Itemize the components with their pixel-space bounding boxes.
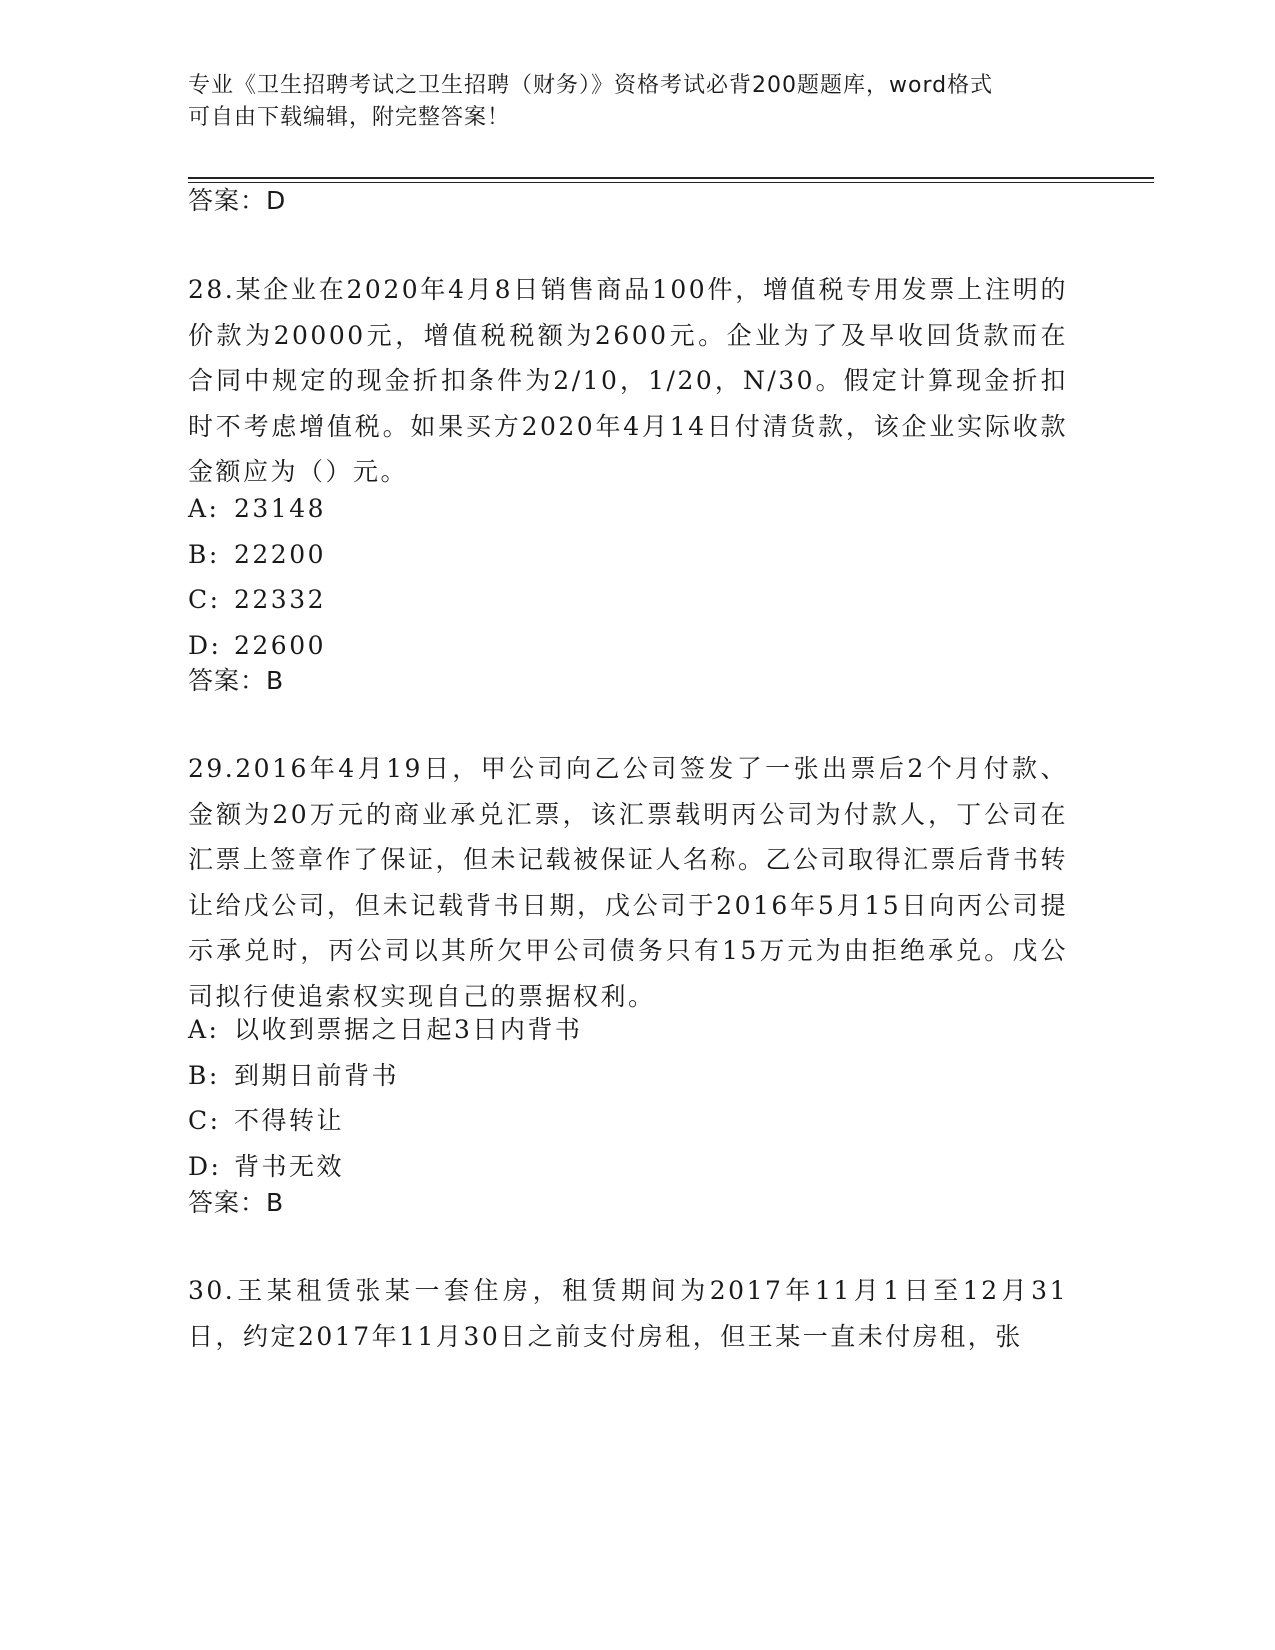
option-b	[188, 1053, 1068, 1099]
option-text: 背书无效	[234, 1151, 345, 1181]
option-a	[188, 1007, 1068, 1053]
option-text: 以收到票据之日起3日内背书	[234, 1015, 583, 1044]
question-29-answer: 答案：B	[188, 1188, 285, 1217]
option-d	[188, 1144, 1068, 1190]
option-key: A:	[188, 494, 220, 523]
question-29-text: 29.2016年4月19日，甲公司向乙公司签发了一张出票后2个月付款、金额为20万元的商业承兑汇票，该汇票载明丙公司为付款人，丁公司在汇票上签章作了保证，但未记载被保证人名称。乙公司取得汇票后背书转让给戊公司，但未记载背书日期，戊公司于2016年5月15日向丙公司提示承兑时，丙公司以其所欠甲公司债务只有15万元为由拒绝承兑。戊公司拟行使追索权实现自己的票据权利。	[188, 754, 1069, 1011]
option-b	[188, 532, 1068, 578]
question-28-options	[188, 486, 1068, 668]
option-c	[188, 577, 1068, 623]
question-28-answer: 答案：B	[188, 666, 285, 695]
option-a	[188, 486, 1068, 532]
option-key: D:	[188, 1151, 222, 1181]
option-key: B:	[188, 539, 220, 569]
header-divider	[188, 177, 1154, 183]
option-key: C:	[188, 585, 221, 614]
question-29-options	[188, 1007, 1068, 1189]
header-title-line-1: 专业《卫生招聘考试之卫生招聘（财务）》资格考试必背200题题库，word格式	[188, 73, 994, 98]
page-header	[188, 70, 1068, 134]
option-text: 22600	[234, 630, 327, 660]
header-title-line-2: 可自由下载编辑，附完整答案！	[188, 105, 511, 130]
option-text: 不得转让	[234, 1106, 345, 1135]
previous-answer: 答案：D	[188, 186, 287, 215]
option-key: A:	[188, 1015, 220, 1044]
option-text: 22332	[234, 585, 327, 614]
option-c	[188, 1098, 1068, 1144]
question-30-text: 30.王某租赁张某一套住房，租赁期间为2017年11月1日至12月31日，约定2017年11月30日之前支付房租，但王某一直未付房租，张	[188, 1276, 1068, 1351]
option-key: B:	[188, 1060, 220, 1090]
option-text: 23148	[234, 494, 327, 523]
option-text: 22200	[234, 539, 327, 569]
option-text: 到期日前背书	[234, 1060, 400, 1090]
option-d	[188, 623, 1068, 669]
option-key: D:	[188, 630, 222, 660]
question-28-text: 28.某企业在2020年4月8日销售商品100件，增值税专用发票上注明的价款为20000元，增值税税额为2600元。企业为了及早收回货款而在合同中规定的现金折扣条件为2/10，1/20，N/30。假定计算现金折扣时不考虑增值税。如果买方2020年4月14日付清货款，该企业实际收款金额应为（）元。	[188, 275, 1068, 486]
option-key: C:	[188, 1106, 221, 1135]
